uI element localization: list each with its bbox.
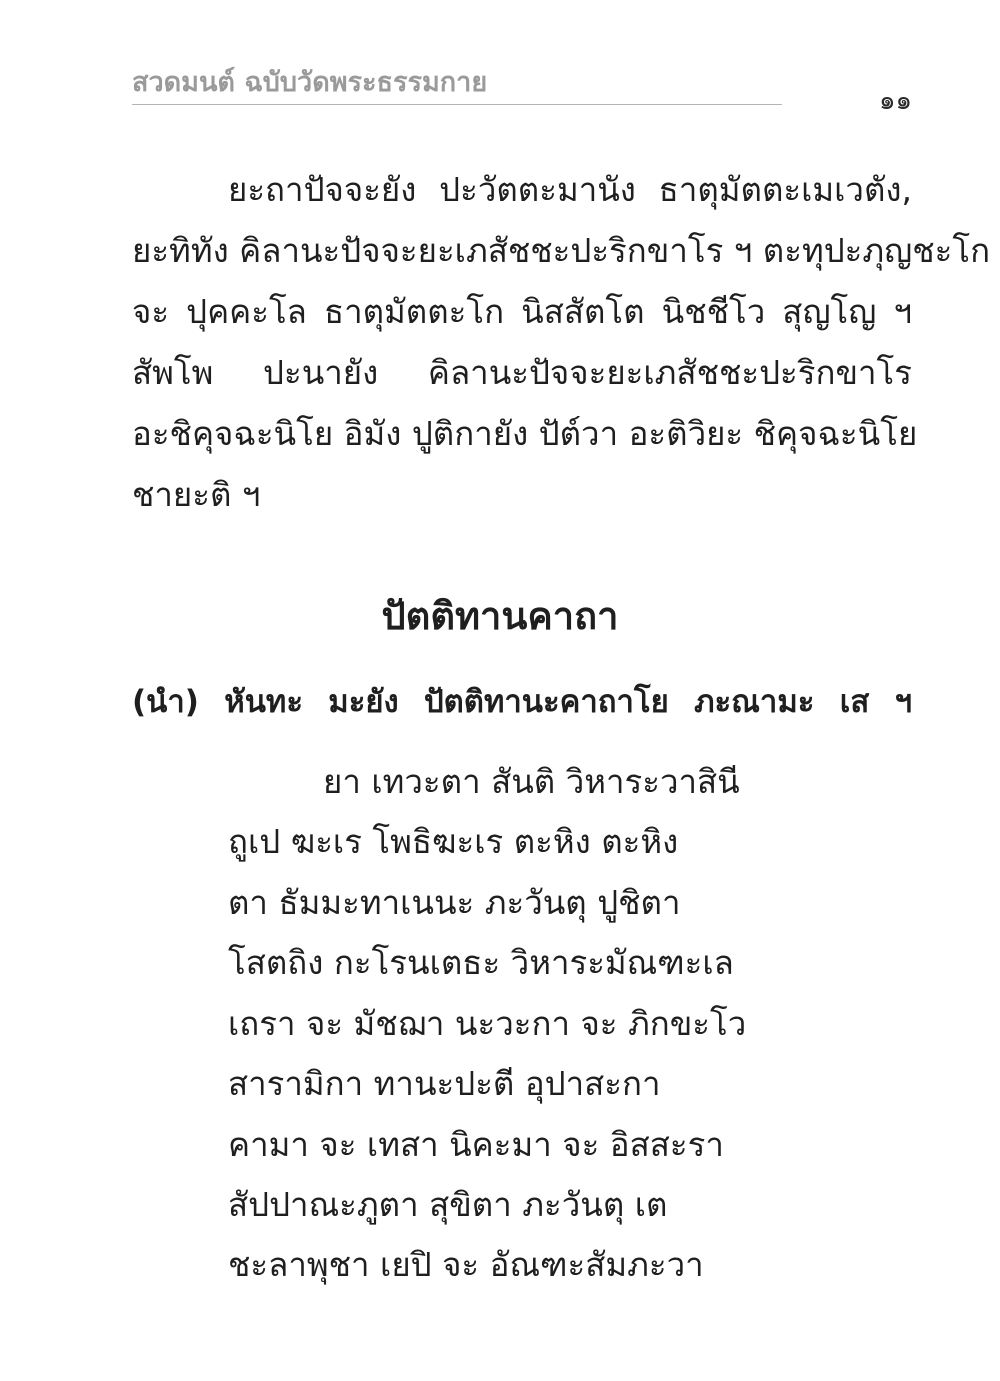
verse-line: ถูเป ฆะเร โพธิฆะเร ตะหิง ตะหิง <box>228 822 679 861</box>
paragraph-line: ยะถาปัจจะยัง ปะวัตตะมานัง ธาตุมัตตะเมเวตัง, <box>228 170 912 209</box>
invocation-line: (นำ) หันทะ มะยัง ปัตติทานะคาถาโย ภะณามะ เส ฯ <box>132 684 912 720</box>
section-title: ปัตติทานคาถา <box>381 594 619 638</box>
verse-line: ตา ธัมมะทาเนนะ ภะวันตุ ปูชิตา <box>228 883 681 922</box>
verse-line: สารามิกา ทานะปะตี อุปาสะกา <box>228 1064 661 1103</box>
header-rule <box>132 104 782 105</box>
page-number: ๑๑ <box>878 86 912 116</box>
verse-line: โสตถิง กะโรนเตธะ วิหาระมัณฑะเล <box>228 943 734 982</box>
running-title: สวดมนต์ ฉบับวัดพระธรรมกาย <box>132 67 488 98</box>
paragraph-line: ชายะติ ฯ <box>132 475 261 514</box>
verse-line: ยา เทวะตา สันติ วิหาระวาสินี <box>323 762 740 801</box>
verse-line: คามา จะ เทสา นิคะมา จะ อิสสะรา <box>228 1125 724 1164</box>
paragraph-line: ยะทิทัง คิลานะปัจจะยะเภสัชชะปะริกขาโร ฯ ตะทุปะภุญชะโก <box>132 231 991 270</box>
verse-line: ชะลาพุชา เยปิ จะ อัณฑะสัมภะวา <box>228 1245 704 1284</box>
verse-line: เถรา จะ มัชฌา นะวะกา จะ ภิกขะโว <box>228 1004 747 1043</box>
paragraph-line: อะชิคุจฉะนิโย อิมัง ปูติกายัง ปัต์วา อะติวิยะ ชิคุจฉะนิโย <box>132 414 918 453</box>
paragraph-line: สัพโพ ปะนายัง คิลานะปัจจะยะเภสัชชะปะริกขาโร <box>132 353 912 392</box>
verse-line: สัปปาณะภูตา สุขิตา ภะวันตุ เต <box>228 1185 668 1224</box>
paragraph-line: จะ ปุคคะโล ธาตุมัตตะโก นิสสัตโต นิชชีโว สุญโญ ฯ <box>132 292 912 331</box>
